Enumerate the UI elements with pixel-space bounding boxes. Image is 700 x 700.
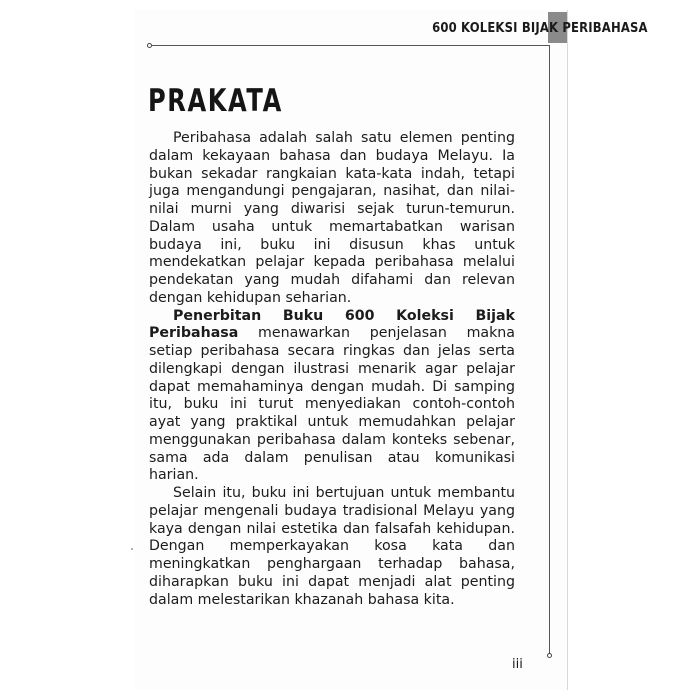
paragraph-2-text: menawarkan penjelasan makna setiap peribahasa secara ringkas dan jelas serta dilengkapi dengan ilustrasi menarik agar pelajar dapat memahaminya dengan mudah. Di samping itu, buku ini turut menyediakan contoh-contoh ayat yang praktikal untuk memudahkan pelajar menggunakan peribahasa dalam konteks sebenar, sama ada dalam penulisan atau komunikasi harian. <box>149 325 515 484</box>
running-header-title: 600 KOLEKSI BIJAK PERIBAHASA <box>432 20 648 36</box>
paragraph-1: Peribahasa adalah salah satu elemen penting dalam kekayaan bahasa dan budaya Melayu. Ia bukan sekadar rangkaian kata-kata indah, tetapi juga mengandungi pengajaran, nasihat, dan nilai-nilai murni yang diwarisi sejak turun-temurun. Dalam usaha untuk memartabatkan warisan budaya ini, buku ini disusun khas untuk mendekatkan pelajar kepada peribahasa melalui pendekatan yang mudah difahami dan relevan dengan kehidupan seharian. <box>149 130 515 306</box>
book-title-bold: Penerbitan Buku 600 Koleksi Bijak Peribahasa <box>149 307 515 342</box>
header-rule <box>152 45 550 46</box>
scan-speck <box>131 548 133 550</box>
header-rule-circle-left <box>147 43 152 48</box>
page-number: iii <box>512 657 523 672</box>
side-rule <box>549 45 550 654</box>
page-heading: PRAKATA <box>148 83 283 119</box>
paragraph-2 <box>149 308 515 486</box>
paragraph-3: Selain itu, buku ini bertujuan untuk membantu pelajar mengenali budaya tradisional Melayu yang kaya dengan nilai estetika dan falsafah kehidupan. Dengan memperkayakan kosa kata dan meningkatkan penghargaan terhadap bahasa, diharapkan buku ini dapat menjadi alat penting dalam melestarikan khazanah bahasa kita. <box>149 485 515 608</box>
body-text <box>149 130 515 609</box>
side-rule-circle-bottom <box>547 653 552 658</box>
